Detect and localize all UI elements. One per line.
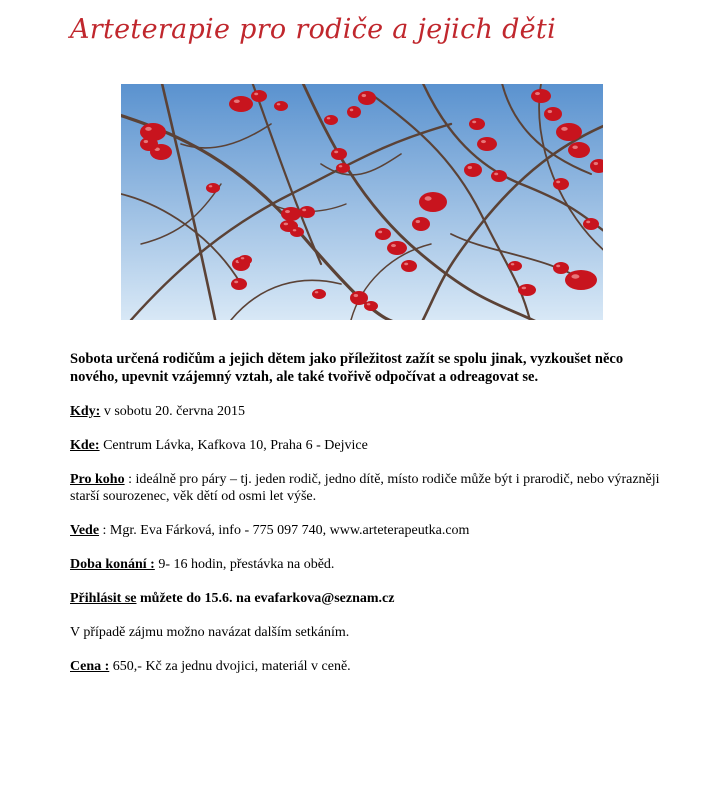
rosehip-illustration: [121, 84, 603, 320]
rosehip-berry: [518, 284, 536, 296]
berry-highlight: [548, 110, 553, 113]
berry-highlight: [472, 121, 476, 124]
price-line: [70, 658, 670, 675]
berry-highlight: [354, 294, 359, 297]
rosehip-berry: [387, 241, 407, 255]
for-whom-line: [70, 471, 670, 505]
rosehip-berry: [274, 101, 288, 111]
berry-highlight: [315, 291, 319, 293]
rosehip-berry: [350, 291, 368, 305]
led-by-value: : Mgr. Eva Fárková, info - 775 097 740, www.arteterapeutka.com: [99, 523, 470, 538]
rosehip-berry: [364, 301, 378, 311]
for-whom-value: : ideálně pro páry – tj. jeden rodič, jedno dítě, místo rodiče může být i prarodič, nebo výrazněji starší sourozenec, věk dětí od osmi let výše.: [70, 472, 660, 504]
signup-value: můžete do 15.6. na evafarkova@seznam.cz: [136, 591, 395, 606]
rosehip-berry: [281, 207, 301, 221]
led-by-line: [70, 522, 670, 539]
led-by-label: Vede: [70, 523, 100, 538]
rosehip-berry: [477, 137, 497, 151]
berry-highlight: [277, 103, 281, 105]
berry-highlight: [209, 185, 213, 187]
rosehip-berry: [464, 163, 482, 177]
followup-line: V případě zájmu možno navázat dalším setkáním.: [70, 625, 350, 640]
rosehip-berry: [229, 96, 253, 112]
rosehip-berry: [290, 227, 304, 237]
rosehip-berry: [401, 260, 417, 272]
rosehip-berry: [419, 192, 447, 212]
berry-highlight: [241, 257, 245, 259]
berry-highlight: [234, 281, 238, 284]
berry-highlight: [494, 173, 498, 176]
price-label: Cena :: [70, 659, 110, 674]
for-whom-label: Pro koho: [70, 472, 125, 487]
rosehip-berry: [375, 228, 391, 240]
berry-highlight: [350, 109, 354, 112]
rosehip-berry: [358, 91, 376, 105]
berry-highlight: [362, 94, 367, 97]
berry-highlight: [285, 210, 290, 213]
rosehip-berry: [508, 261, 522, 271]
berry-highlight: [556, 181, 560, 184]
rosehip-berry: [299, 206, 315, 218]
berry-highlight: [594, 162, 599, 165]
berry-highlight: [425, 196, 432, 200]
berry-highlight: [391, 244, 396, 247]
berry-highlight: [367, 303, 371, 305]
where-value: Centrum Lávka, Kafkova 10, Praha 6 - Dejvice: [99, 438, 368, 453]
rosehip-berry: [206, 183, 220, 193]
berry-highlight: [572, 145, 578, 149]
berry-highlight: [254, 93, 258, 96]
rosehip-berry: [583, 218, 599, 230]
when-label: Kdy:: [70, 404, 101, 419]
berry-highlight: [339, 165, 343, 167]
berry-highlight: [293, 229, 297, 231]
berry-highlight: [481, 140, 486, 143]
berry-highlight: [334, 151, 338, 154]
rosehip-berry: [531, 89, 551, 103]
berry-highlight: [284, 223, 289, 226]
rosehip-berry: [565, 270, 597, 290]
rosehip-photo: [121, 84, 603, 320]
duration-label: Doba konání :: [70, 557, 155, 572]
berry-highlight: [556, 265, 560, 268]
rosehip-berry: [324, 115, 338, 125]
berry-highlight: [234, 99, 240, 103]
rosehip-berry: [238, 255, 252, 265]
rosehip-berry: [336, 163, 350, 173]
signup-label: Přihlásit se: [70, 591, 137, 606]
rosehip-berry: [347, 106, 361, 118]
rosehip-berry: [251, 90, 267, 102]
price-value: 650,- Kč za jednu dvojici, materiál v ceně.: [109, 659, 351, 674]
rosehip-berry: [312, 289, 326, 299]
berry-highlight: [378, 231, 382, 234]
document-title: Arteterapie pro rodiče a jejich děti: [70, 14, 557, 45]
berry-highlight: [416, 220, 421, 223]
when-value: v sobotu 20. června 2015: [100, 404, 245, 419]
berry-highlight: [327, 117, 331, 119]
signup-line: [70, 590, 670, 607]
rosehip-berry: [553, 262, 569, 274]
rosehip-berry: [556, 123, 582, 141]
where-label: Kde:: [70, 438, 100, 453]
berry-highlight: [511, 263, 515, 265]
berry-highlight: [145, 127, 152, 131]
rosehip-berry: [231, 278, 247, 290]
when-line: [70, 403, 670, 420]
rosehip-berry: [469, 118, 485, 130]
event-details: [70, 350, 670, 692]
berry-highlight: [586, 221, 590, 224]
berry-highlight: [535, 92, 540, 95]
where-line: [70, 437, 670, 454]
rosehip-berry: [544, 107, 562, 121]
rosehip-berry: [412, 217, 430, 231]
intro-text: Sobota určená rodičům a jejich dětem jako příležitost zažít se spolu jinak, vyzkoušet něco nového, upevnit vzájemný vztah, ale také tvořivě odpočívat a odreagovat se.: [70, 351, 624, 385]
rosehip-berry: [491, 170, 507, 182]
berry-highlight: [404, 263, 408, 266]
berry-highlight: [561, 127, 568, 131]
duration-line: [70, 556, 670, 573]
duration-value: 9- 16 hodin, přestávka na oběd.: [154, 557, 335, 572]
rosehip-berry: [331, 148, 347, 160]
berry-highlight: [571, 274, 579, 278]
berry-highlight: [302, 209, 306, 212]
rosehip-berry: [553, 178, 569, 190]
berry-highlight: [144, 140, 149, 143]
berry-highlight: [522, 287, 527, 290]
berry-highlight: [468, 166, 473, 169]
rosehip-berry: [568, 142, 590, 158]
rosehip-berry: [140, 137, 158, 151]
